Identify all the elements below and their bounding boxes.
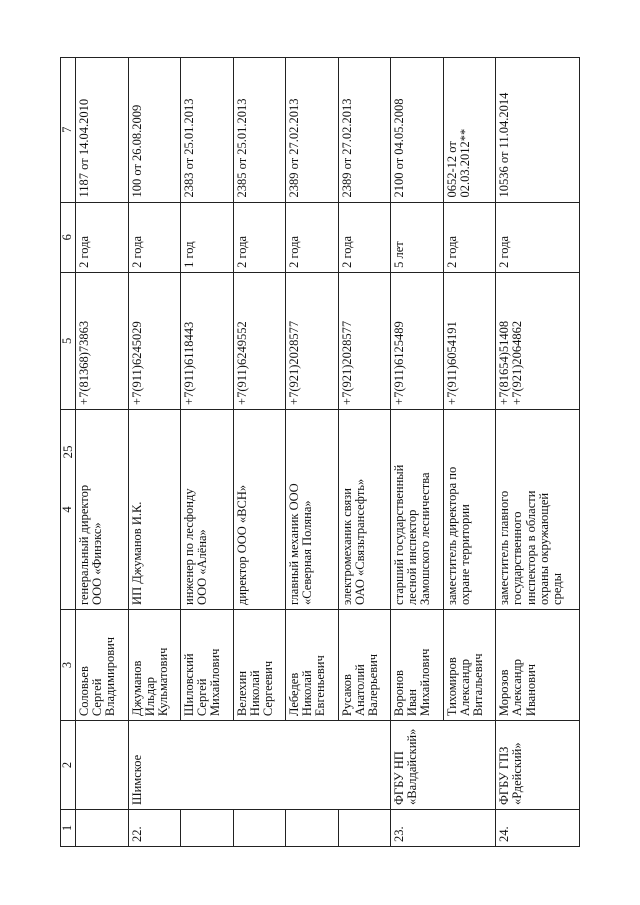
organization-cell (76, 721, 129, 810)
header-row (61, 58, 76, 847)
position-cell: старший государственный лесной инспектор Замошского лесничества (391, 409, 444, 609)
number-cell (286, 809, 339, 846)
number-cell (233, 809, 286, 846)
number-cell (76, 809, 129, 846)
phone-cell: +7(911)6054191 (443, 272, 496, 409)
name-cell: Русаков Анатолий Валерьевич (338, 609, 391, 720)
phone-cell: +7(81368)73863 (76, 272, 129, 409)
document-cell: 2100 от 04.05.2008 (391, 58, 444, 203)
name-cell: Лебедев Николай Евгеньевич (286, 609, 339, 720)
term-cell: 5 лет (391, 202, 444, 272)
phone-cell: +7(921)2028577 (286, 272, 339, 409)
header-cell: 7 (61, 58, 76, 203)
name-cell: Соловьев Сергей Владимирович (76, 609, 129, 720)
organization-cell: Шимское (128, 721, 391, 810)
document-cell: 10536 от 11.04.2014 (496, 58, 580, 203)
document-cell: 1187 от 14.04.2010 (76, 58, 129, 203)
number-cell: 22. (128, 809, 181, 846)
position-cell: ИП Джуманов И.К. (128, 409, 181, 609)
position-cell: электромеханик связи ОАО «Связьтрансефть» (338, 409, 391, 609)
number-cell (181, 809, 234, 846)
header-cell: 4 (61, 409, 76, 609)
number-cell: 23. (391, 809, 496, 846)
phone-cell: +7(911)6245029 (128, 272, 181, 409)
document-cell: 0652-12 от 02.03.2012** (443, 58, 496, 203)
term-cell: 1 год (181, 202, 234, 272)
header-cell: 3 (61, 609, 76, 720)
position-cell: заместитель директора по охране территории (443, 409, 496, 609)
header-cell: 5 (61, 272, 76, 409)
name-cell: Тихомиров Александр Витальевич (443, 609, 496, 720)
registry-table (60, 57, 580, 847)
phone-cell: +7(911)6125489 (391, 272, 444, 409)
number-cell (338, 809, 391, 846)
page-number: 25 (60, 445, 75, 459)
rotated-table-container (60, 57, 580, 847)
table-row (391, 58, 444, 847)
name-cell: Морозов Александр Иванович (496, 609, 580, 720)
term-cell: 2 года (286, 202, 339, 272)
name-cell: Шиловский Сергей Михайлович (181, 609, 234, 720)
table-row (496, 58, 580, 847)
position-cell: генеральный директор ООО «Финэкс» (76, 409, 129, 609)
table-row (128, 58, 181, 847)
document-cell: 2383 от 25.01.2013 (181, 58, 234, 203)
document-cell: 2385 от 25.01.2013 (233, 58, 286, 203)
position-cell: инженер по лесфонду ООО «Алёна» (181, 409, 234, 609)
phone-cell: +7(921)2028577 (338, 272, 391, 409)
term-cell: 2 года (76, 202, 129, 272)
table-row (76, 58, 129, 847)
position-cell: директор ООО «ВСН» (233, 409, 286, 609)
term-cell: 2 года (128, 202, 181, 272)
phone-cell: +7(911)6118443 (181, 272, 234, 409)
term-cell: 2 года (443, 202, 496, 272)
header-cell: 1 (61, 809, 76, 846)
term-cell: 2 года (496, 202, 580, 272)
header-cell: 6 (61, 202, 76, 272)
document-cell: 2389 от 27.02.2013 (338, 58, 391, 203)
number-cell: 24. (496, 809, 580, 846)
organization-cell: ФГБУ НП «Валдайский» (391, 721, 496, 810)
name-cell: Джуманов Ильдар Кульматович (128, 609, 181, 720)
document-cell: 100 от 26.08.2009 (128, 58, 181, 203)
header-cell: 2 (61, 721, 76, 810)
term-cell: 2 года (233, 202, 286, 272)
position-cell: главный механик ООО «Северная Поляна» (286, 409, 339, 609)
position-cell: заместитель главного государственного инспектора в области охраны окружающей среды (496, 409, 580, 609)
organization-cell: ФГБУ ГПЗ «Рдейский» (496, 721, 580, 810)
name-cell: Воронов Иван Михайлович (391, 609, 444, 720)
name-cell: Велехин Николай Сергеевич (233, 609, 286, 720)
term-cell: 2 года (338, 202, 391, 272)
phone-cell: +7(911)6249552 (233, 272, 286, 409)
document-cell: 2389 от 27.02.2013 (286, 58, 339, 203)
phone-cell: +7(81654)51408 +7(921)2064862 (496, 272, 580, 409)
